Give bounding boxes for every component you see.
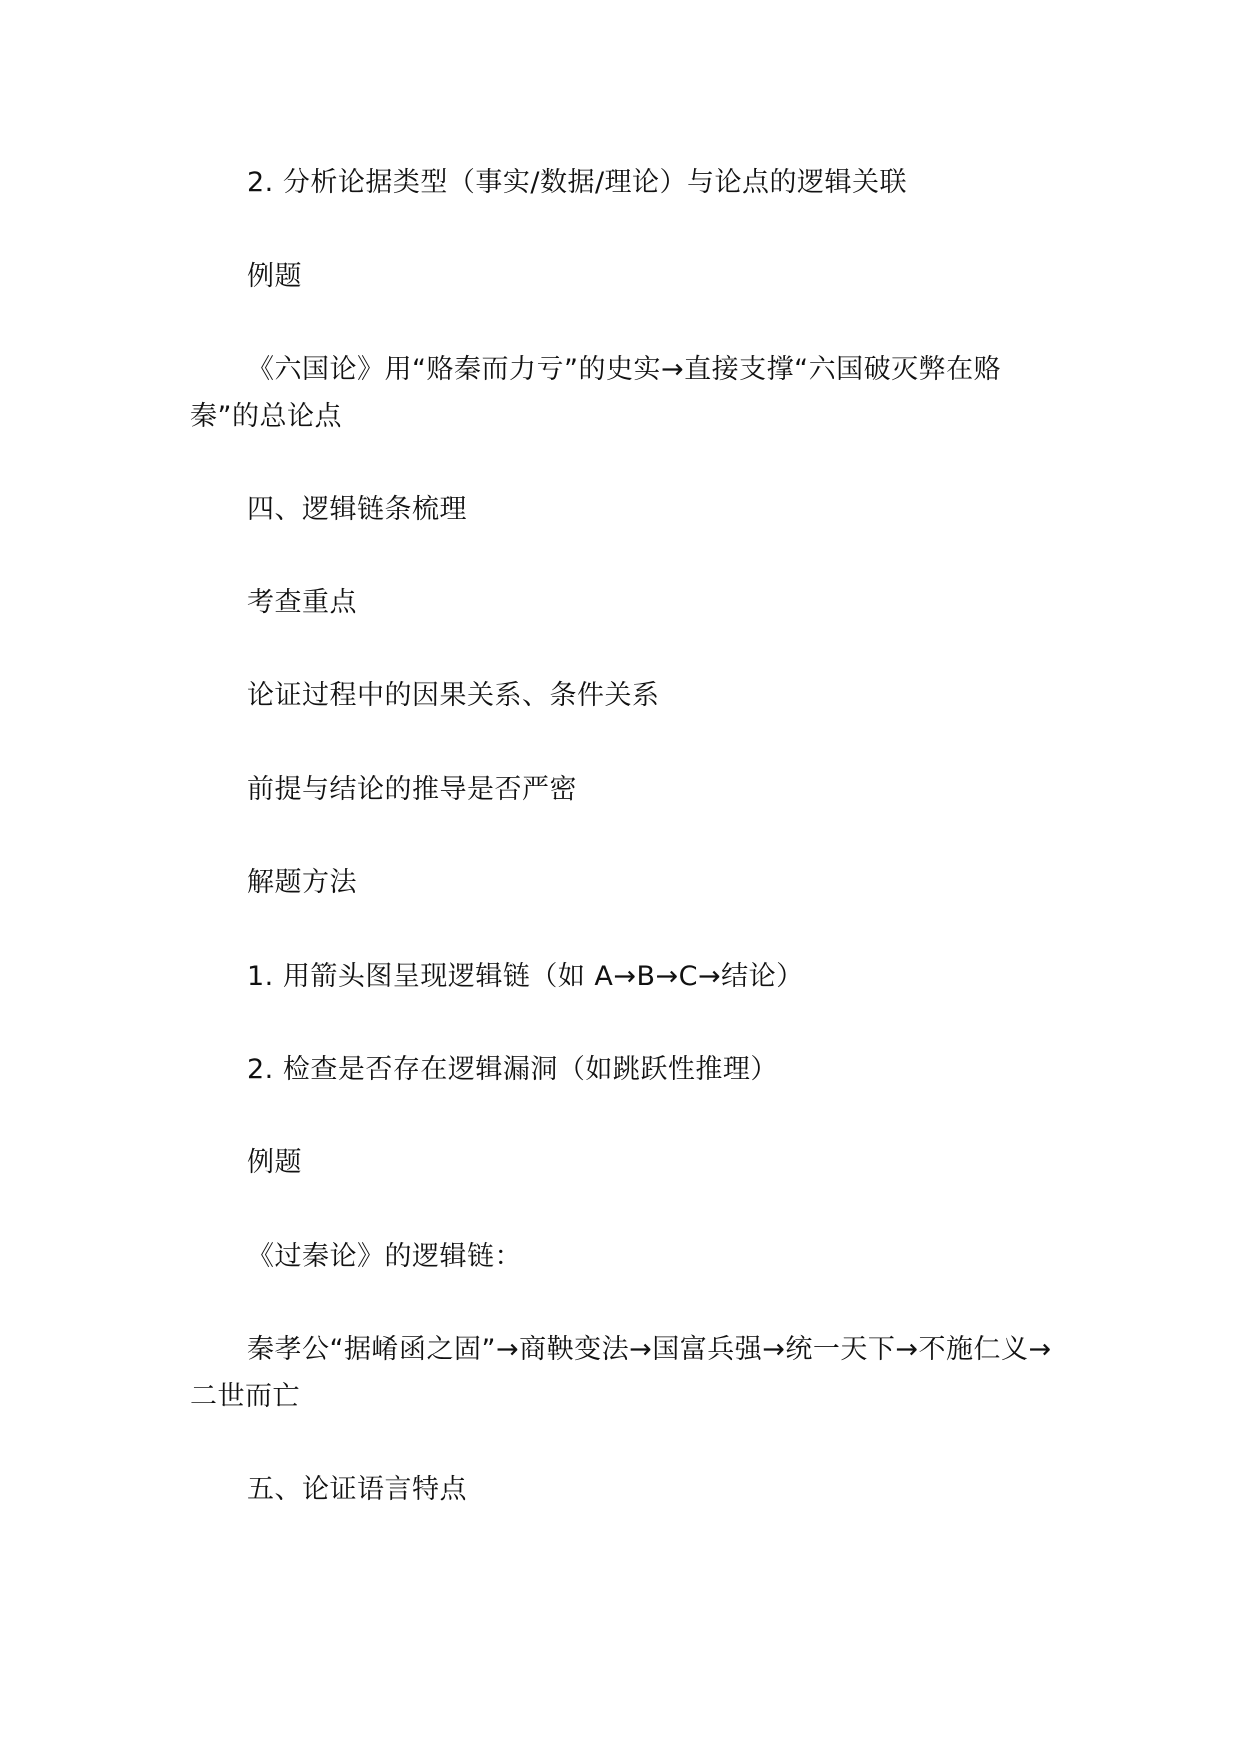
section-heading-logic-chain: 四、逻辑链条梳理 — [247, 494, 467, 525]
text-line-solution-method-label: 解题方法 — [247, 867, 357, 898]
text-line-guoqinlun-chain: 秦孝公“据崤函之固”→商鞅变法→国富兵强→统一天下→不施仁义→二世而亡 — [190, 1334, 1052, 1412]
text-line-key-points-label: 考查重点 — [247, 587, 357, 618]
text-line-guoqinlun-title: 《过秦论》的逻辑链： — [247, 1241, 522, 1272]
text-line-example-label: 例题 — [247, 261, 302, 292]
text-line-check-loopholes: 2. 检查是否存在逻辑漏洞（如跳跃性推理） — [247, 1054, 778, 1085]
text-line-premise-conclusion: 前提与结论的推导是否严密 — [247, 774, 577, 805]
text-line-arrow-diagram: 1. 用箭头图呈现逻辑链（如 A→B→C→结论） — [247, 961, 804, 992]
text-line-causal-relations: 论证过程中的因果关系、条件关系 — [247, 680, 660, 711]
text-line-example-label-2: 例题 — [247, 1147, 302, 1178]
text-line-analysis-method: 2. 分析论据类型（事实/数据/理论）与论点的逻辑关联 — [247, 167, 908, 198]
section-heading-argument-language: 五、论证语言特点 — [247, 1474, 467, 1505]
text-line-liuguolun-example: 《六国论》用“赂秦而力亏”的史实→直接支撑“六国破灭弊在赂秦”的总论点 — [190, 354, 1002, 432]
